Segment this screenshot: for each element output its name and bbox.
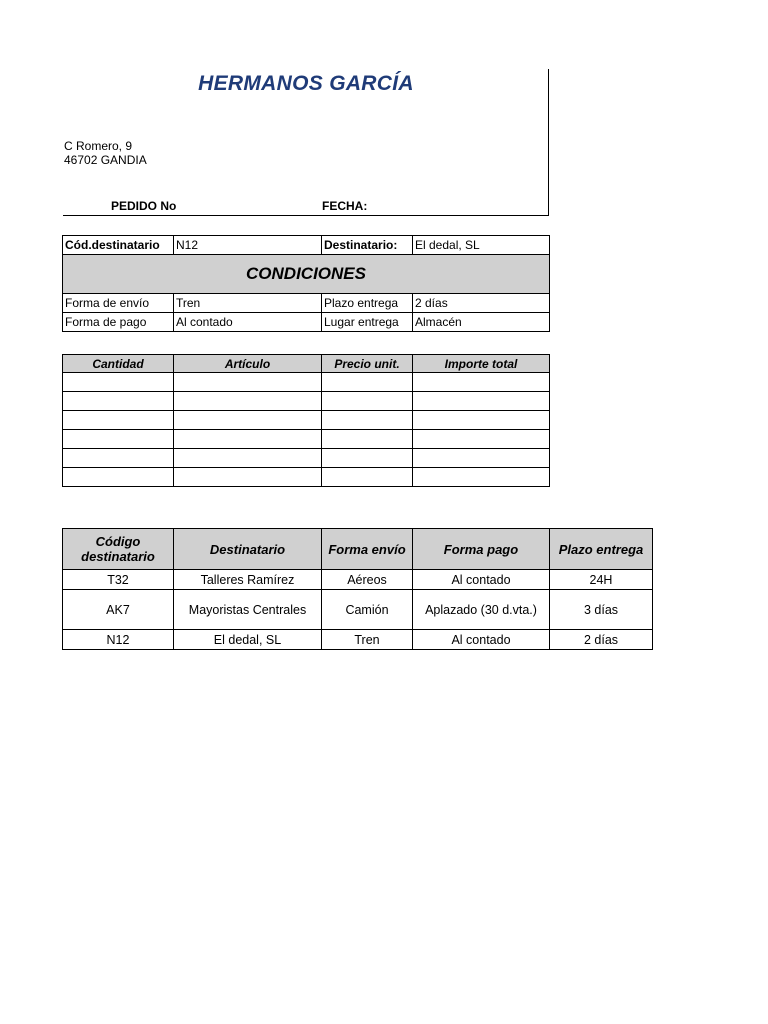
table-row xyxy=(63,468,550,487)
total-amount-cell[interactable] xyxy=(413,468,550,487)
company-address xyxy=(64,139,147,167)
article-cell[interactable] xyxy=(174,392,322,411)
total-amount-cell[interactable] xyxy=(413,411,550,430)
dest-code-cell[interactable]: T32 xyxy=(63,570,174,590)
table-row xyxy=(63,630,653,650)
delivery-term-value[interactable]: 2 días xyxy=(413,294,550,313)
shipping-row xyxy=(63,294,550,313)
table-row xyxy=(63,430,550,449)
dest-name-cell[interactable]: Talleres Ramírez xyxy=(174,570,322,590)
dest-shipping-header: Forma envío xyxy=(322,529,413,570)
company-title: HERMANOS GARCÍA xyxy=(198,72,414,95)
header-bottom-rule xyxy=(63,215,549,216)
table-row xyxy=(63,373,550,392)
articles-table xyxy=(62,354,550,487)
total-amount-cell[interactable] xyxy=(413,373,550,392)
quantity-cell[interactable] xyxy=(63,392,174,411)
total-amount-cell[interactable] xyxy=(413,449,550,468)
article-header: Artículo xyxy=(174,355,322,373)
article-cell[interactable] xyxy=(174,449,322,468)
dest-code-header: Código destinatario xyxy=(63,529,174,570)
order-number-label: PEDIDO No xyxy=(111,199,177,213)
address-city: 46702 GANDIA xyxy=(64,153,147,167)
table-row xyxy=(63,590,653,630)
shipping-method-value[interactable]: Tren xyxy=(174,294,322,313)
article-cell[interactable] xyxy=(174,430,322,449)
recipient-code-value[interactable]: N12 xyxy=(174,236,322,255)
recipient-name-value[interactable]: El dedal, SL xyxy=(413,236,550,255)
quantity-cell[interactable] xyxy=(63,411,174,430)
conditions-band xyxy=(63,255,550,294)
destinations-table xyxy=(62,528,653,650)
delivery-place-value[interactable]: Almacén xyxy=(413,313,550,332)
unit-price-cell[interactable] xyxy=(322,411,413,430)
total-amount-cell[interactable] xyxy=(413,430,550,449)
article-cell[interactable] xyxy=(174,468,322,487)
dest-term-cell[interactable]: 2 días xyxy=(550,630,653,650)
dest-shipping-cell[interactable]: Camión xyxy=(322,590,413,630)
dest-payment-cell[interactable]: Aplazado (30 d.vta.) xyxy=(413,590,550,630)
payment-method-label: Forma de pago xyxy=(63,313,174,332)
recipient-row xyxy=(63,236,550,255)
dest-term-header: Plazo entrega xyxy=(550,529,653,570)
dest-term-cell[interactable]: 3 días xyxy=(550,590,653,630)
dest-shipping-cell[interactable]: Aéreos xyxy=(322,570,413,590)
conditions-title: CONDICIONES xyxy=(63,255,550,294)
dest-name-cell[interactable]: Mayoristas Centrales xyxy=(174,590,322,630)
delivery-place-label: Lugar entrega xyxy=(322,313,413,332)
total-amount-cell[interactable] xyxy=(413,392,550,411)
table-row xyxy=(63,392,550,411)
articles-header-row xyxy=(63,355,550,373)
article-cell[interactable] xyxy=(174,411,322,430)
total-amount-header: Importe total xyxy=(413,355,550,373)
date-label: FECHA: xyxy=(322,199,368,213)
quantity-cell[interactable] xyxy=(63,430,174,449)
address-street: C Romero, 9 xyxy=(64,139,133,153)
table-row xyxy=(63,411,550,430)
shipping-method-label: Forma de envío xyxy=(63,294,174,313)
quantity-header: Cantidad xyxy=(63,355,174,373)
quantity-cell[interactable] xyxy=(63,373,174,392)
unit-price-cell[interactable] xyxy=(322,392,413,411)
conditions-table xyxy=(62,235,550,332)
unit-price-header: Precio unit. xyxy=(322,355,413,373)
dest-name-header: Destinatario xyxy=(174,529,322,570)
quantity-cell[interactable] xyxy=(63,449,174,468)
dest-code-cell[interactable]: AK7 xyxy=(63,590,174,630)
article-cell[interactable] xyxy=(174,373,322,392)
payment-method-value[interactable]: Al contado xyxy=(174,313,322,332)
table-row xyxy=(63,570,653,590)
payment-row xyxy=(63,313,550,332)
dest-payment-header: Forma pago xyxy=(413,529,550,570)
quantity-cell[interactable] xyxy=(63,468,174,487)
articles-body xyxy=(63,373,550,487)
unit-price-cell[interactable] xyxy=(322,468,413,487)
delivery-term-label: Plazo entrega xyxy=(322,294,413,313)
header-right-border xyxy=(548,69,549,216)
unit-price-cell[interactable] xyxy=(322,449,413,468)
dest-name-cell[interactable]: El dedal, SL xyxy=(174,630,322,650)
unit-price-cell[interactable] xyxy=(322,430,413,449)
dest-term-cell[interactable]: 24H xyxy=(550,570,653,590)
dest-payment-cell[interactable]: Al contado xyxy=(413,570,550,590)
recipient-name-label: Destinatario: xyxy=(322,236,413,255)
dest-payment-cell[interactable]: Al contado xyxy=(413,630,550,650)
recipient-code-label: Cód.destinatario xyxy=(63,236,174,255)
unit-price-cell[interactable] xyxy=(322,373,413,392)
destinations-header-row xyxy=(63,529,653,570)
dest-code-cell[interactable]: N12 xyxy=(63,630,174,650)
dest-shipping-cell[interactable]: Tren xyxy=(322,630,413,650)
table-row xyxy=(63,449,550,468)
